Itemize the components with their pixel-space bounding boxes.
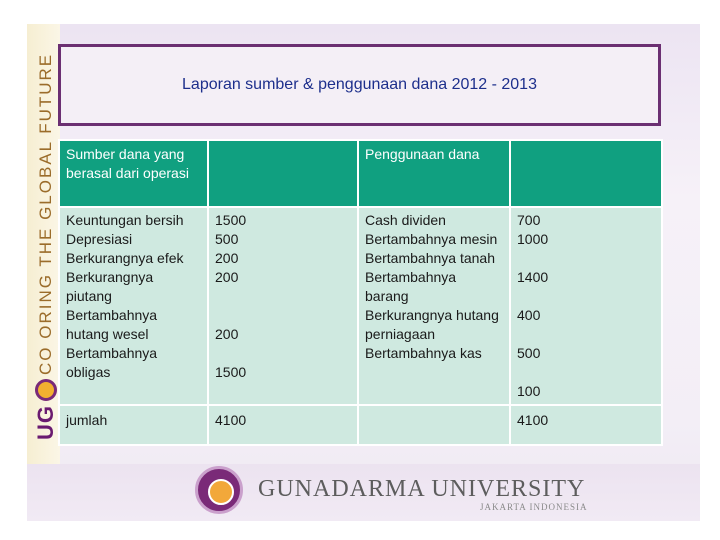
ug-emblem-icon (35, 379, 57, 401)
use-label: Bertambahnya tanah (365, 250, 495, 266)
source-label: Berkurangnya piutang (66, 269, 154, 304)
title-box (58, 44, 661, 126)
uses-value-cell (510, 207, 662, 405)
header-cell (208, 140, 358, 207)
source-value: 1500 (215, 364, 247, 380)
use-value: 100 (517, 383, 541, 399)
use-total: 4100 (510, 405, 662, 445)
source-value: 200 (215, 250, 239, 266)
source-total: 4100 (208, 405, 358, 445)
header-cell (510, 140, 662, 207)
source-value: 200 (215, 326, 239, 342)
spacer (215, 287, 351, 325)
uses-label-cell (358, 207, 510, 405)
use-label: Bertambahnya barang (365, 269, 457, 304)
use-value: 700 (517, 212, 541, 228)
spacer (517, 287, 655, 306)
source-value: 500 (215, 231, 239, 247)
use-value: 500 (517, 345, 541, 361)
use-value: 1400 (517, 269, 549, 285)
header-cell: Penggunaan dana (358, 140, 510, 207)
sidebar-tagline: CO ORING THE GLOBAL FUTURE (36, 52, 55, 375)
source-value: 1500 (215, 212, 247, 228)
sidebar-vertical-text (34, 20, 58, 440)
use-label: Bertambahnya kas (365, 345, 482, 361)
spacer (517, 363, 655, 382)
spacer (517, 249, 655, 268)
use-label: Bertambahnya mesin (365, 231, 498, 247)
spacer (517, 325, 655, 344)
table-total-row (59, 405, 662, 445)
use-value: 400 (517, 307, 541, 323)
source-value: 200 (215, 269, 239, 285)
use-label: Berkurangnya hutang perniagaan (365, 307, 499, 342)
table-header-row (59, 140, 662, 207)
use-value: 1000 (517, 231, 549, 247)
source-label: Bertambahnya hutang wesel (66, 307, 158, 342)
empty-cell (358, 405, 510, 445)
header-cell: Sumber dana yang berasal dari operasi (59, 140, 208, 207)
funds-table (58, 139, 663, 446)
sources-label-cell (59, 207, 208, 405)
sources-value-cell (208, 207, 358, 405)
source-label: Bertambahnya obligas (66, 345, 158, 380)
university-name: GUNADARMA UNIVERSITY (258, 476, 586, 502)
table-row (59, 207, 662, 405)
ug-logo-text: UG (33, 405, 58, 440)
university-city: JAKARTA INDONESIA (480, 502, 588, 512)
seal-center (208, 479, 234, 505)
university-seal-icon (195, 466, 243, 514)
spacer (215, 344, 351, 363)
source-label: Keuntungan bersih (66, 212, 184, 228)
source-label: Berkurangnya efek (66, 250, 184, 266)
use-label: Cash dividen (365, 212, 446, 228)
page-title: Laporan sumber & penggunaan dana 2012 - 2013 (182, 76, 537, 93)
source-label: Depresiasi (66, 231, 133, 247)
total-label: jumlah (59, 405, 208, 445)
